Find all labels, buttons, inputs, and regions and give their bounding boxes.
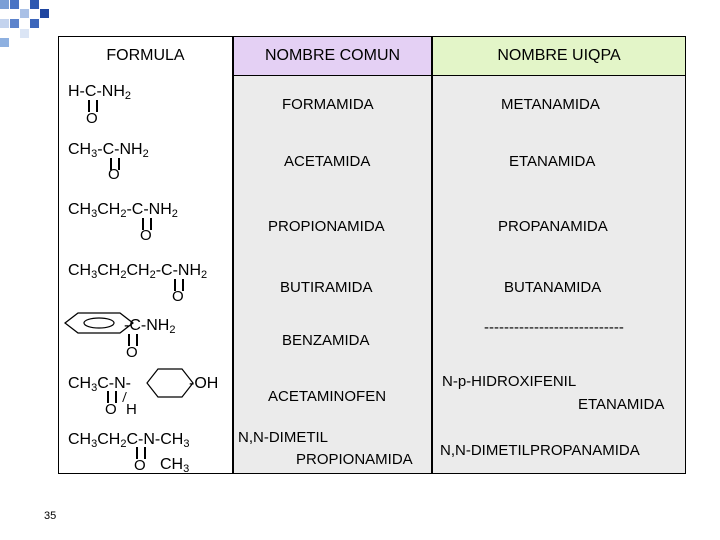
- comun-column: [233, 76, 432, 474]
- uiqpa-row-1: METANAMIDA: [501, 96, 600, 113]
- oxygen-label: O: [126, 344, 138, 361]
- oxygen-label: O: [108, 166, 120, 183]
- comun-row-3: PROPIONAMIDA: [268, 218, 385, 235]
- amides-table: [58, 36, 686, 474]
- uiqpa-row-3: PROPANAMIDA: [498, 218, 608, 235]
- oxygen-label: O: [140, 227, 152, 244]
- uiqpa-row-7: N,N-DIMETILPROPANAMIDA: [440, 442, 640, 459]
- uiqpa-row-5: ----------------------------: [484, 319, 624, 336]
- methyl-label: $CH_3$: [160, 456, 190, 475]
- comun-row-7-line-2: PROPIONAMIDA: [296, 451, 413, 468]
- uiqpa-column: [432, 76, 686, 474]
- oxygen-label: O: [172, 288, 184, 305]
- uiqpa-row-6-line-2: ETANAMIDA: [578, 396, 665, 413]
- formula-row-4: $CH_3CH_2CH_2-C-NH_2$: [68, 262, 208, 281]
- header-formula: FORMULA: [106, 47, 185, 64]
- formula-row-6: $CH_3C-N-$: [68, 375, 131, 394]
- formula-row-5: $-C-NH_2$: [124, 317, 176, 336]
- formula-row-1: $H-C-NH_2$: [68, 83, 131, 102]
- header-nombre-comun: NOMBRE COMUN: [264, 47, 401, 64]
- header-nombre-uiqpa: NOMBRE UIQPA: [497, 47, 621, 64]
- formula-row-2: $CH_3-C-NH_2$: [68, 141, 149, 160]
- page-number: 35: [44, 510, 57, 522]
- corner-decoration: [0, 0, 60, 50]
- uiqpa-row-2: ETANAMIDA: [509, 153, 596, 170]
- hydroxyl-label: -OH: [189, 375, 219, 392]
- formula-row-7: $CH_3CH_2C-N-CH_3$: [68, 431, 190, 450]
- benzene-ring-icon: [146, 368, 194, 398]
- comun-row-5: BENZAMIDA: [282, 332, 370, 349]
- oxygen-label: O: [105, 401, 117, 418]
- oxygen-label: O: [134, 457, 146, 474]
- uiqpa-row-6-line-1: N-p-HIDROXIFENIL: [442, 373, 577, 390]
- comun-row-4: BUTIRAMIDA: [280, 279, 373, 296]
- comun-row-6: ACETAMINOFEN: [268, 388, 387, 405]
- uiqpa-row-4: BUTANAMIDA: [504, 279, 602, 296]
- oxygen-label: O: [86, 110, 98, 127]
- comun-row-2: ACETAMIDA: [284, 153, 371, 170]
- hydrogen-label: H: [126, 401, 137, 418]
- formula-row-3: $CH_3CH_2-C-NH_2$: [68, 201, 178, 220]
- comun-row-7-line-1: N,N-DIMETIL: [238, 429, 328, 446]
- comun-row-1: FORMAMIDA: [282, 96, 374, 113]
